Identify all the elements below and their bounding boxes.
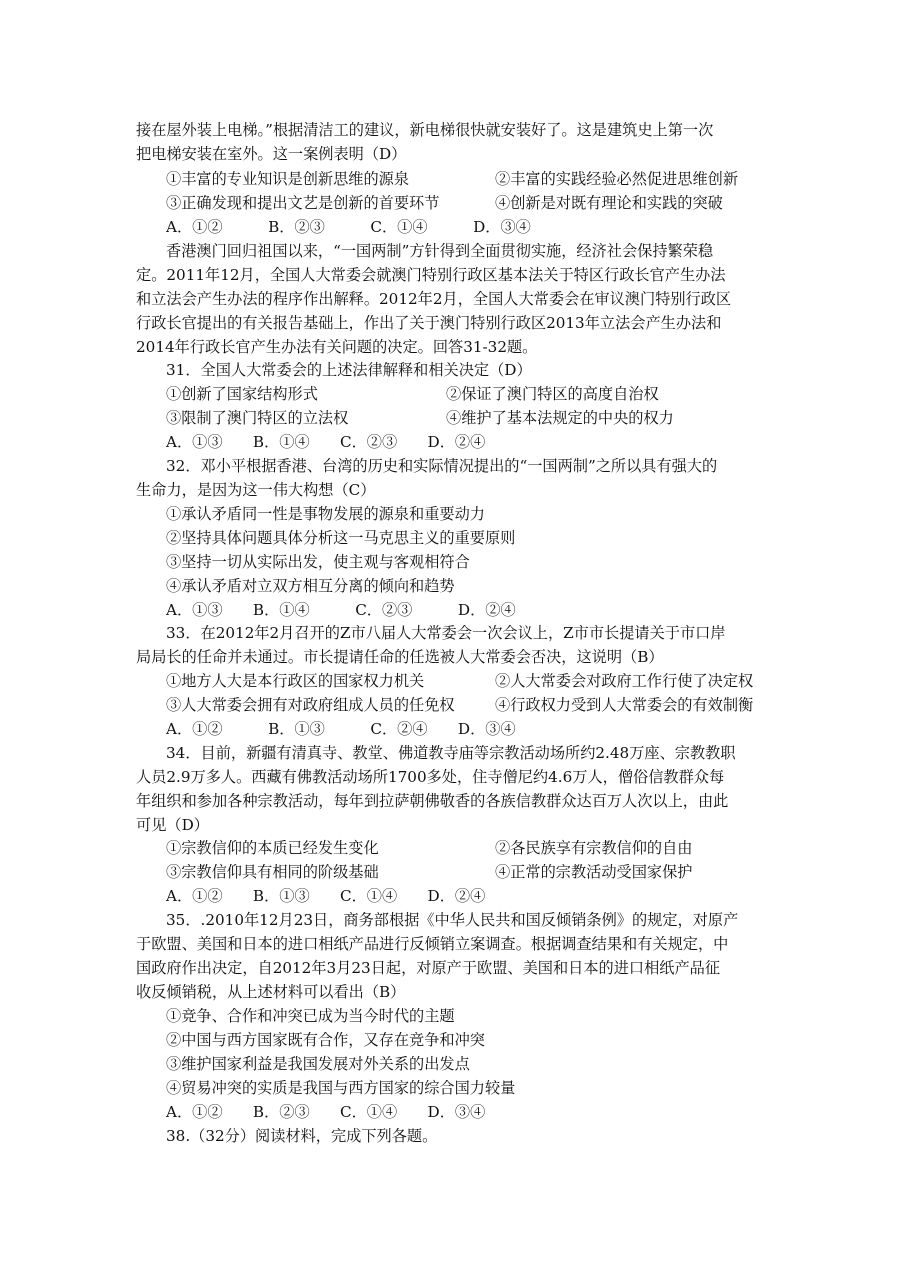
option-line <box>166 167 738 191</box>
option: ④正常的宗教活动受国家保护 <box>495 863 693 881</box>
option: ④行政权力受到人大常委会的有效制衡 <box>495 696 754 714</box>
text-line: 香港澳门回归祖国以来，“一国两制”方针得到全面贯彻实施，经济社会保持繁荣稳 <box>166 242 714 260</box>
question-34: 34．目前，新疆有清真寺、教堂、佛道教寺庙等宗教活动场所约2.48万座、宗教教职 <box>166 744 736 762</box>
option-line <box>166 406 674 430</box>
text-line: 局局长的任命并未通过。市长提请任命的任选被人大常委会否决，这说明（B） <box>136 648 664 666</box>
option-line <box>166 836 693 860</box>
question-31: 31．全国人大常委会的上述法律解释和相关决定（D） <box>166 361 532 379</box>
option: ①承认矛盾同一性是事物发展的源泉和重要动力 <box>166 505 485 523</box>
option: ②保证了澳门特区的高度自治权 <box>446 385 659 403</box>
option-line <box>166 382 659 406</box>
text-line: 接在屋外装上电梯。”根据清洁工的建议，新电梯很快就安装好了。这是建筑史上第一次 <box>136 121 714 139</box>
question-38: 38.（32分）阅读材料，完成下列各题。 <box>166 1127 438 1145</box>
answer-choices: A．①② B．①③ C．②④ D．③④ <box>166 720 516 738</box>
option: ①丰富的专业知识是创新思维的源泉 <box>166 170 409 188</box>
question-32: 32．邓小平根据香港、台湾的历史和实际情况提出的“一国两制”之所以具有强大的 <box>166 457 718 475</box>
option: ④创新是对既有理论和实践的突破 <box>495 194 723 212</box>
text-line: 收反倾销税，从上述材料可以看出（B） <box>136 983 406 1001</box>
answer-choices: A．①② B．②③ C．①④ D．③④ <box>166 218 531 236</box>
answer-choices: A．①③ B．①④ C．②③ D．②④ <box>166 433 486 451</box>
option: ①竞争、合作和冲突已成为当今时代的主题 <box>166 1007 455 1025</box>
option-line <box>166 860 693 884</box>
question-33: 33．在2012年2月召开的Z市八届人大常委会一次会议上，Z市市长提请关于市口岸 <box>166 624 726 642</box>
text-line: 国政府作出决定，自2012年3月23日起，对原产于欧盟、美国和日本的进口相纸产品征 <box>136 959 721 977</box>
text-line: 人员2.9万多人。西藏有佛教活动场所1700多处，住寺僧尼约4.6万人，僧俗信教群众每 <box>136 768 725 786</box>
option: ②人大常委会对政府工作行使了决定权 <box>495 672 754 690</box>
answer-choices: A．①③ B．①④ C．②③ D．②④ <box>166 601 516 619</box>
text-line: 定。2011年12月，全国人大常委会就澳门特别行政区基本法关于特区行政长官产生办法 <box>136 266 726 284</box>
question-35: 35．.2010年12月23日，商务部根据《中华人民共和国反倾销条例》的规定，对原产 <box>166 911 739 929</box>
option: ②丰富的实践经验必然促进思维创新 <box>495 170 738 188</box>
option: ④承认矛盾对立双方相互分离的倾向和趋势 <box>166 577 455 595</box>
option: ②坚持具体问题具体分析这一马克思主义的重要原则 <box>166 529 516 547</box>
option: ③限制了澳门特区的立法权 <box>166 409 349 427</box>
option: ①地方人大是本行政区的国家权力机关 <box>166 672 425 690</box>
text-line: 于欧盟、美国和日本的进口相纸产品进行反倾销立案调查。根据调查结果和有关规定，中 <box>136 935 729 953</box>
text-line: 可见（D） <box>136 816 209 834</box>
option: ③宗教信仰具有相同的阶级基础 <box>166 863 379 881</box>
option: ②各民族享有宗教信仰的自由 <box>495 839 693 857</box>
option-line <box>166 191 723 215</box>
option: ③维护国家利益是我国发展对外关系的出发点 <box>166 1055 470 1073</box>
option: ③人大常委会拥有对政府组成人员的任免权 <box>166 696 455 714</box>
text-line: 和立法会产生办法的程序作出解释。2012年2月，全国人大常委会在审议澳门特别行政区 <box>136 290 732 308</box>
option: ②中国与西方国家既有合作，又存在竞争和冲突 <box>166 1031 485 1049</box>
answer-choices: A．①② B．②③ C．①④ D．③④ <box>166 1103 486 1121</box>
option: ①宗教信仰的本质已经发生变化 <box>166 839 379 857</box>
text-line: 年组织和参加各种宗教活动，每年到拉萨朝佛敬香的各族信教群众达百万人次以上，由此 <box>136 792 729 810</box>
option-line <box>166 693 754 717</box>
option-line <box>166 669 754 693</box>
text-line: 2014年行政长官产生办法有关问题的决定。回答31-32题。 <box>136 338 538 356</box>
text-line: 行政长官提出的有关报告基础上，作出了关于澳门特别行政区2013年立法会产生办法和 <box>136 314 722 332</box>
option: ①创新了国家结构形式 <box>166 385 318 403</box>
text-line: 把电梯安装在室外。这一案例表明（D） <box>136 145 407 163</box>
option: ③正确发现和提出文艺是创新的首要环节 <box>166 194 440 212</box>
text-line: 生命力，是因为这一伟大构想（C） <box>136 481 376 499</box>
option: ③坚持一切从实际出发，使主观与客观相符合 <box>166 553 470 571</box>
option: ④贸易冲突的实质是我国与西方国家的综合国力较量 <box>166 1079 516 1097</box>
option: ④维护了基本法规定的中央的权力 <box>446 409 674 427</box>
answer-choices: A．①② B．①③ C．①④ D．②④ <box>166 887 486 905</box>
